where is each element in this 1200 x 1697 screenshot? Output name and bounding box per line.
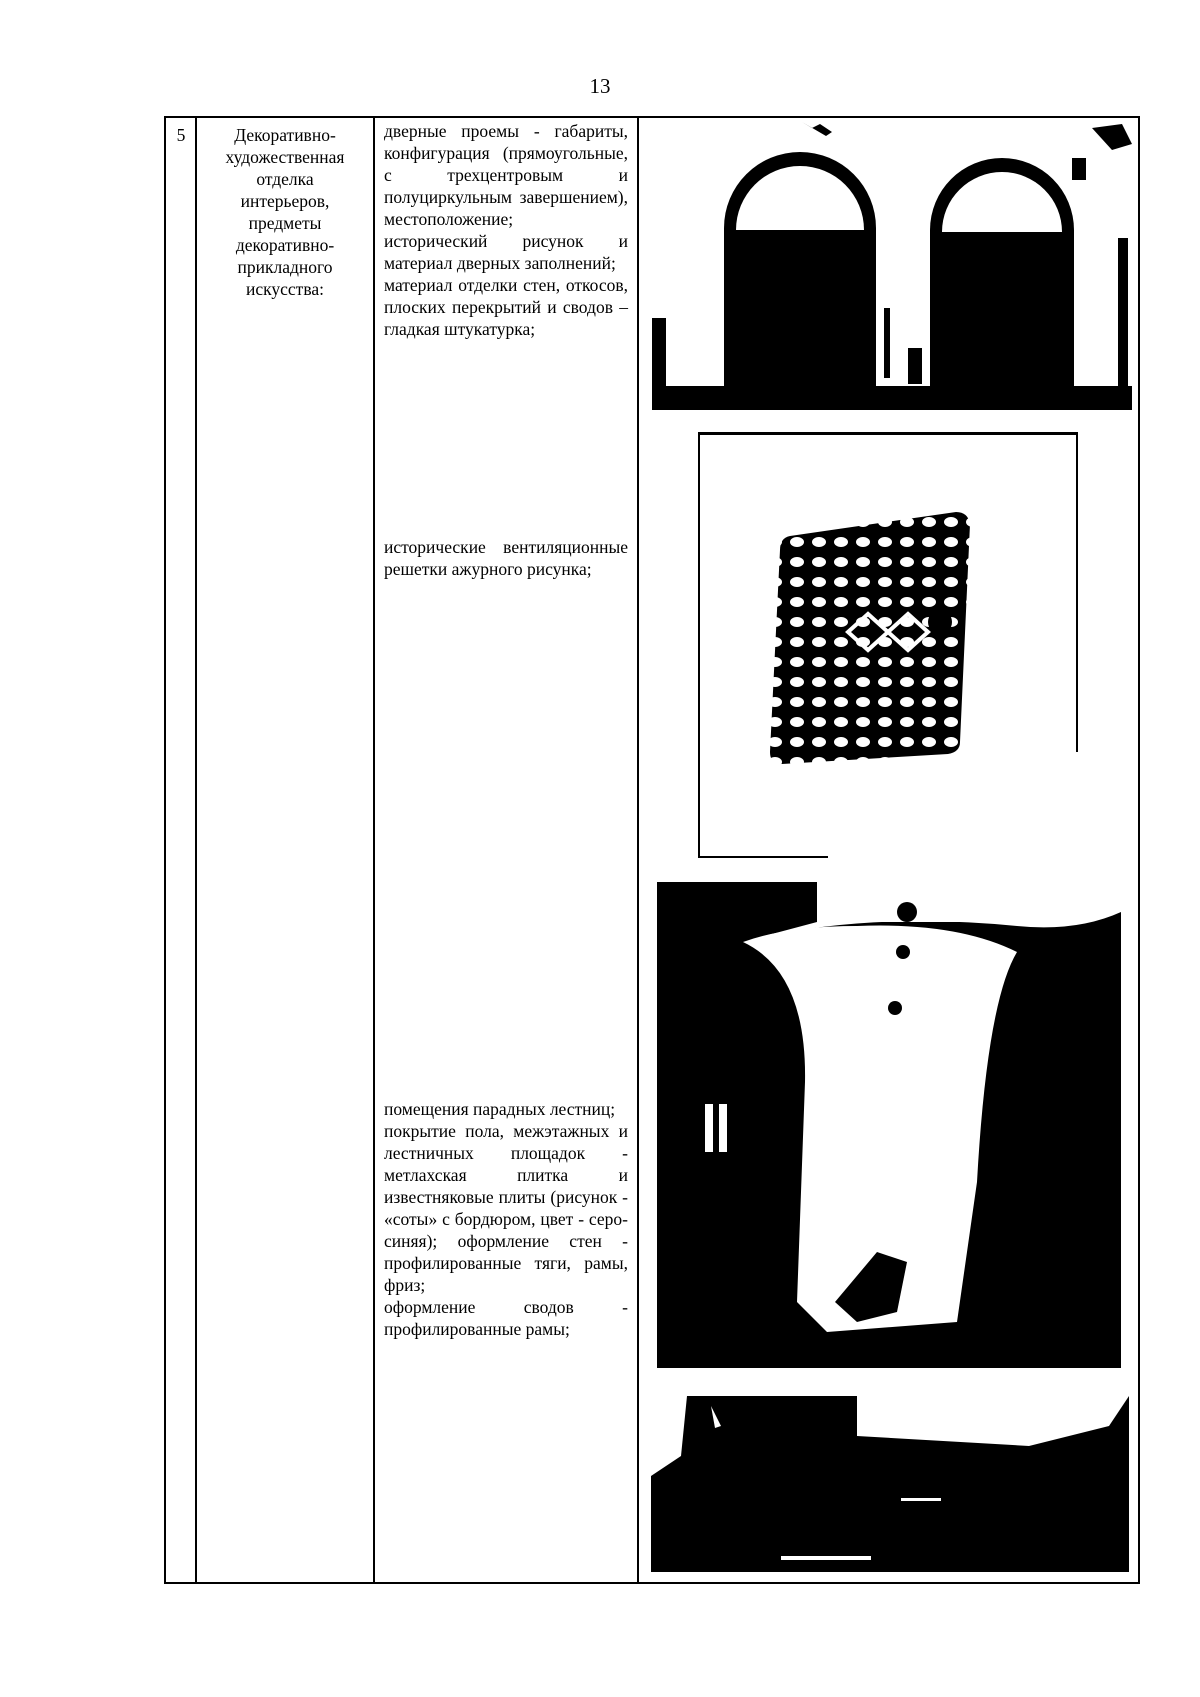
feature-item: материал отделки стен, откосов, плоских перекрытий и сводов – гладкая штукатурка;	[384, 275, 628, 339]
table-divider-2	[373, 116, 375, 1584]
feature-item: исторический рисунок и материал дверных заполнений;	[384, 231, 628, 273]
arched-doorways-photo	[652, 118, 1132, 410]
features-grilles	[384, 536, 628, 580]
category-line: предметы	[248, 213, 322, 233]
page-number: 13	[589, 74, 611, 98]
floor-photo	[651, 1396, 1129, 1572]
category-line: интерьеров,	[240, 191, 330, 211]
category-line: искусства:	[246, 279, 324, 299]
feature-item: исторические вентиляционные решетки ажурного рисунка;	[384, 537, 628, 579]
ventilation-grille-photo	[698, 432, 1086, 864]
category-line: отделка	[256, 169, 314, 189]
table-divider-3	[637, 116, 639, 1584]
category-line: декоративно-	[235, 235, 335, 255]
feature-item: дверные проемы - габариты, конфигурация (прямоугольные, с трехцентровым и полуциркульным завершением), местоположение;	[384, 121, 628, 229]
feature-item: помещения парадных лестниц;	[384, 1099, 616, 1119]
table-border-bottom	[164, 1582, 1140, 1584]
table-border-left	[164, 116, 166, 1584]
table-border-right	[1138, 116, 1140, 1584]
category-cell	[198, 124, 372, 300]
category-line: прикладного	[237, 257, 333, 277]
category-line: художественная	[225, 147, 345, 167]
feature-item: покрытие пола, межэтажных и лестничных площадок - метлахская плитка и известняковые плиты (рисунок - «соты» с бордюром, цвет - серо-синяя); оформление стен - профилированные тяги, рамы, фриз;	[384, 1121, 628, 1295]
table-divider-1	[195, 116, 197, 1584]
features-doors	[384, 120, 628, 340]
features-stairs	[384, 1098, 628, 1340]
feature-item: оформление сводов - профилированные рамы;	[384, 1297, 628, 1339]
staircase-vault-photo	[657, 882, 1121, 1368]
category-line: Декоративно-	[234, 125, 336, 145]
row-number: 5	[176, 125, 186, 145]
